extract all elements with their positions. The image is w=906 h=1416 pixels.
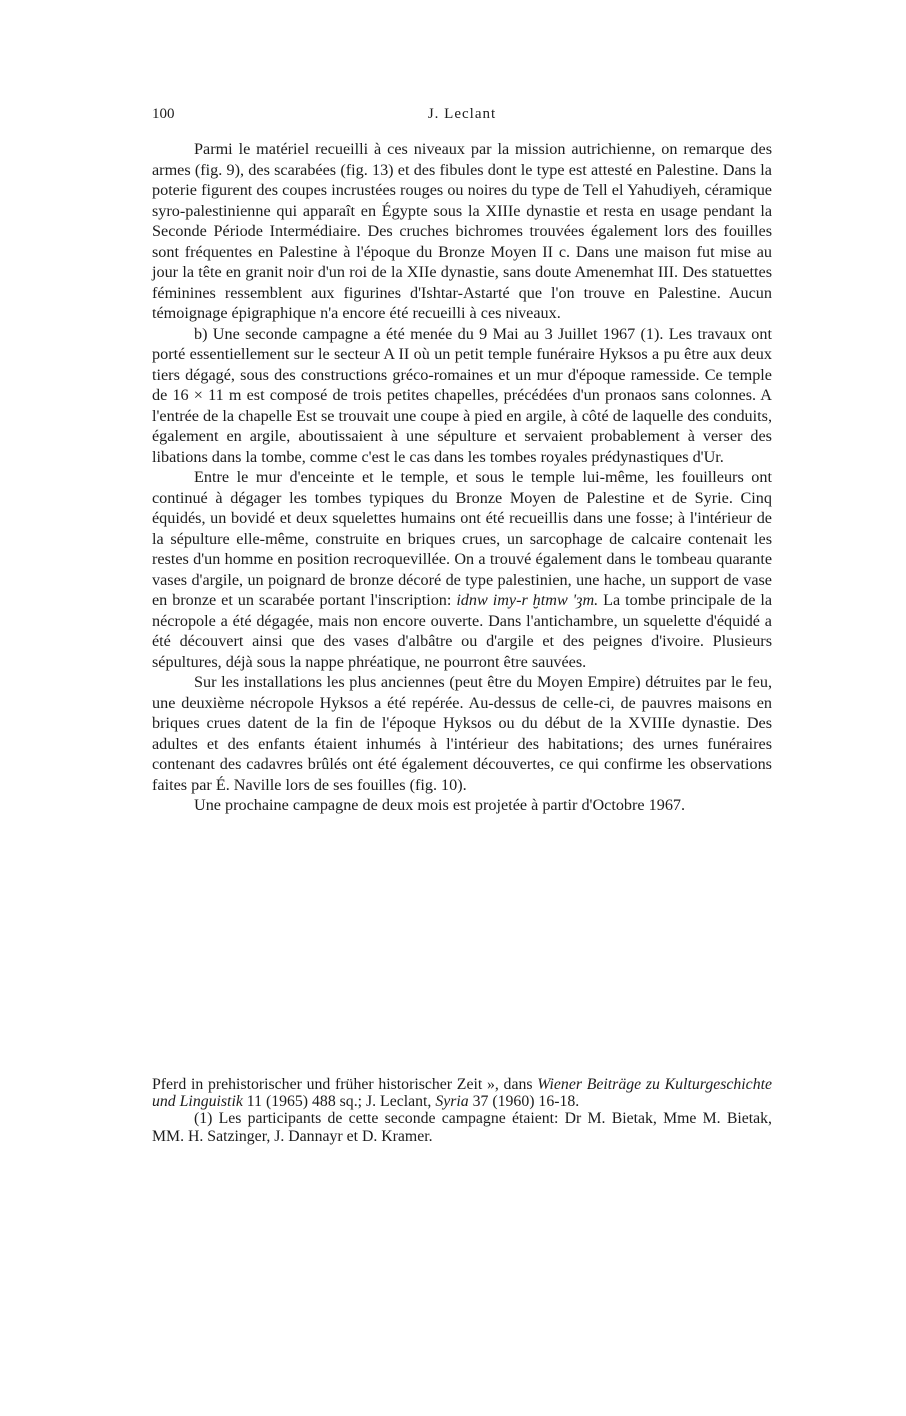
footnote-journal-syria: Syria	[435, 1093, 469, 1111]
paragraph-5: Une prochaine campagne de deux mois est projetée à partir d'Octobre 1967.	[194, 796, 686, 814]
running-head: J. Leclant	[427, 106, 497, 122]
footnote-continued-text-c: 37 (1960) 16-18.	[468, 1093, 580, 1111]
scarab-inscription: idnw imy-r ḫtmw 'ȝm.	[456, 591, 599, 609]
footnote-1: (1) Les participants de cette seconde campagne étaient: Dr M. Bietak, Mme M. Bietak, MM. H. Satzinger, J. Dannayr et D. Kramer.	[152, 1110, 772, 1145]
page-header	[152, 106, 772, 128]
footnote-journal-title: Wiener Beiträge zu Kulturgeschichte und Linguistik	[152, 1076, 772, 1111]
footnotes	[152, 1076, 772, 1145]
body-text	[152, 139, 772, 816]
paragraph-3	[152, 467, 772, 672]
footnote-continued-text-b: 11 (1965) 488 sq.; J. Leclant,	[242, 1093, 436, 1111]
paragraph-3-text-a: Entre le mur d'enceinte et le temple, et sous le temple lui-même, les fouilleurs ont continué à dégager les tombes typiques du Bronze Moyen de Palestine et de Syrie. Cinq équidés, un bovidé et deux squelettes humains ont été recueillis dans une fosse; à l'intérieur de la sépulture elle-même, construite en briques crues, un sarcophage de calcaire contenait les restes d'un homme en position recroquevillée. On a trouvé également dans le tombeau quarante vases d'argile, un poignard de bronze décoré de type palestinien, une hache, un support de vase en bronze et un scarabée portant l'inscription:	[152, 468, 772, 609]
footnote-continued-text-a: Pferd in prehistorischer und früher historischer Zeit », dans	[152, 1076, 538, 1093]
paragraph-1: Parmi le matériel recueilli à ces niveaux par la mission autrichienne, on remarque des armes (fig. 9), des scarabées (fig. 13) et des fibules dont le type est attesté en Palestine. Dans la poterie figurent des coupes incrustées rouges ou noires du type de Tell el Yahudiyeh, céramique syro-palestinienne qui apparaît en Égypte sous la XIIIe dynastie et resta en usage pendant la Seconde Période Intermédiaire. Des cruches bichromes trouvées également lors des fouilles sont fréquentes en Palestine à l'époque du Bronze Moyen II c. Dans une maison fut mise au jour la tête en granit noir d'un roi de la XIIe dynastie, sans doute Amenemhat III. Des statuettes féminines ressemblent aux figurines d'Ishtar-Astarté que l'on trouve en Palestine. Aucun témoignage épigraphique n'a encore été recueilli à ces niveaux.	[152, 140, 772, 322]
paragraph-2: b) Une seconde campagne a été menée du 9 Mai au 3 Juillet 1967 (1). Les travaux ont porté essentiellement sur le secteur A II où un petit temple funéraire Hyksos a pu être aux deux tiers dégagé, sous des constructions gréco-romaines et un mur d'époque ramesside. Ce temple de 16 × 11 m est composé de trois petites chapelles, précédées d'un pronaos sans colonnes. A l'entrée de la chapelle Est se trouvait une coupe à pied en argile, à côté de laquelle des conduits, également en argile, aboutissaient à une sépulture et servaient probablement à verser des libations dans la tombe, comme c'est le cas dans les tombes royales prédynastiques d'Ur.	[152, 324, 772, 466]
page-number: 100	[152, 106, 175, 122]
paragraph-4: Sur les installations les plus anciennes (peut être du Moyen Empire) détruites par le feu, une deuxième nécropole Hyksos a été repérée. Au-dessus de celle-ci, de pauvres maisons en briques crues datent de la fin de l'époque Hyksos ou du début de la XVIIIe dynastie. Des adultes et des enfants étaient inhumés à l'intérieur des habitations; des urnes funéraires contenant des cadavres brûlés ont été également découvertes, ce qui confirme les observations faites par É. Naville lors de ses fouilles (fig. 10).	[152, 673, 772, 794]
footnote-continued	[152, 1076, 772, 1110]
paragraph-3-text-b: La tombe principale de la nécropole a été dégagée, mais non encore ouverte. Dans l'antichambre, un squelette d'équidé a été découvert ainsi que des vases d'albâtre ou d'argile et des peignes d'ivoire. Plusieurs sépultures, déjà sous la nappe phréatique, ne pourront être sauvées.	[152, 591, 773, 671]
